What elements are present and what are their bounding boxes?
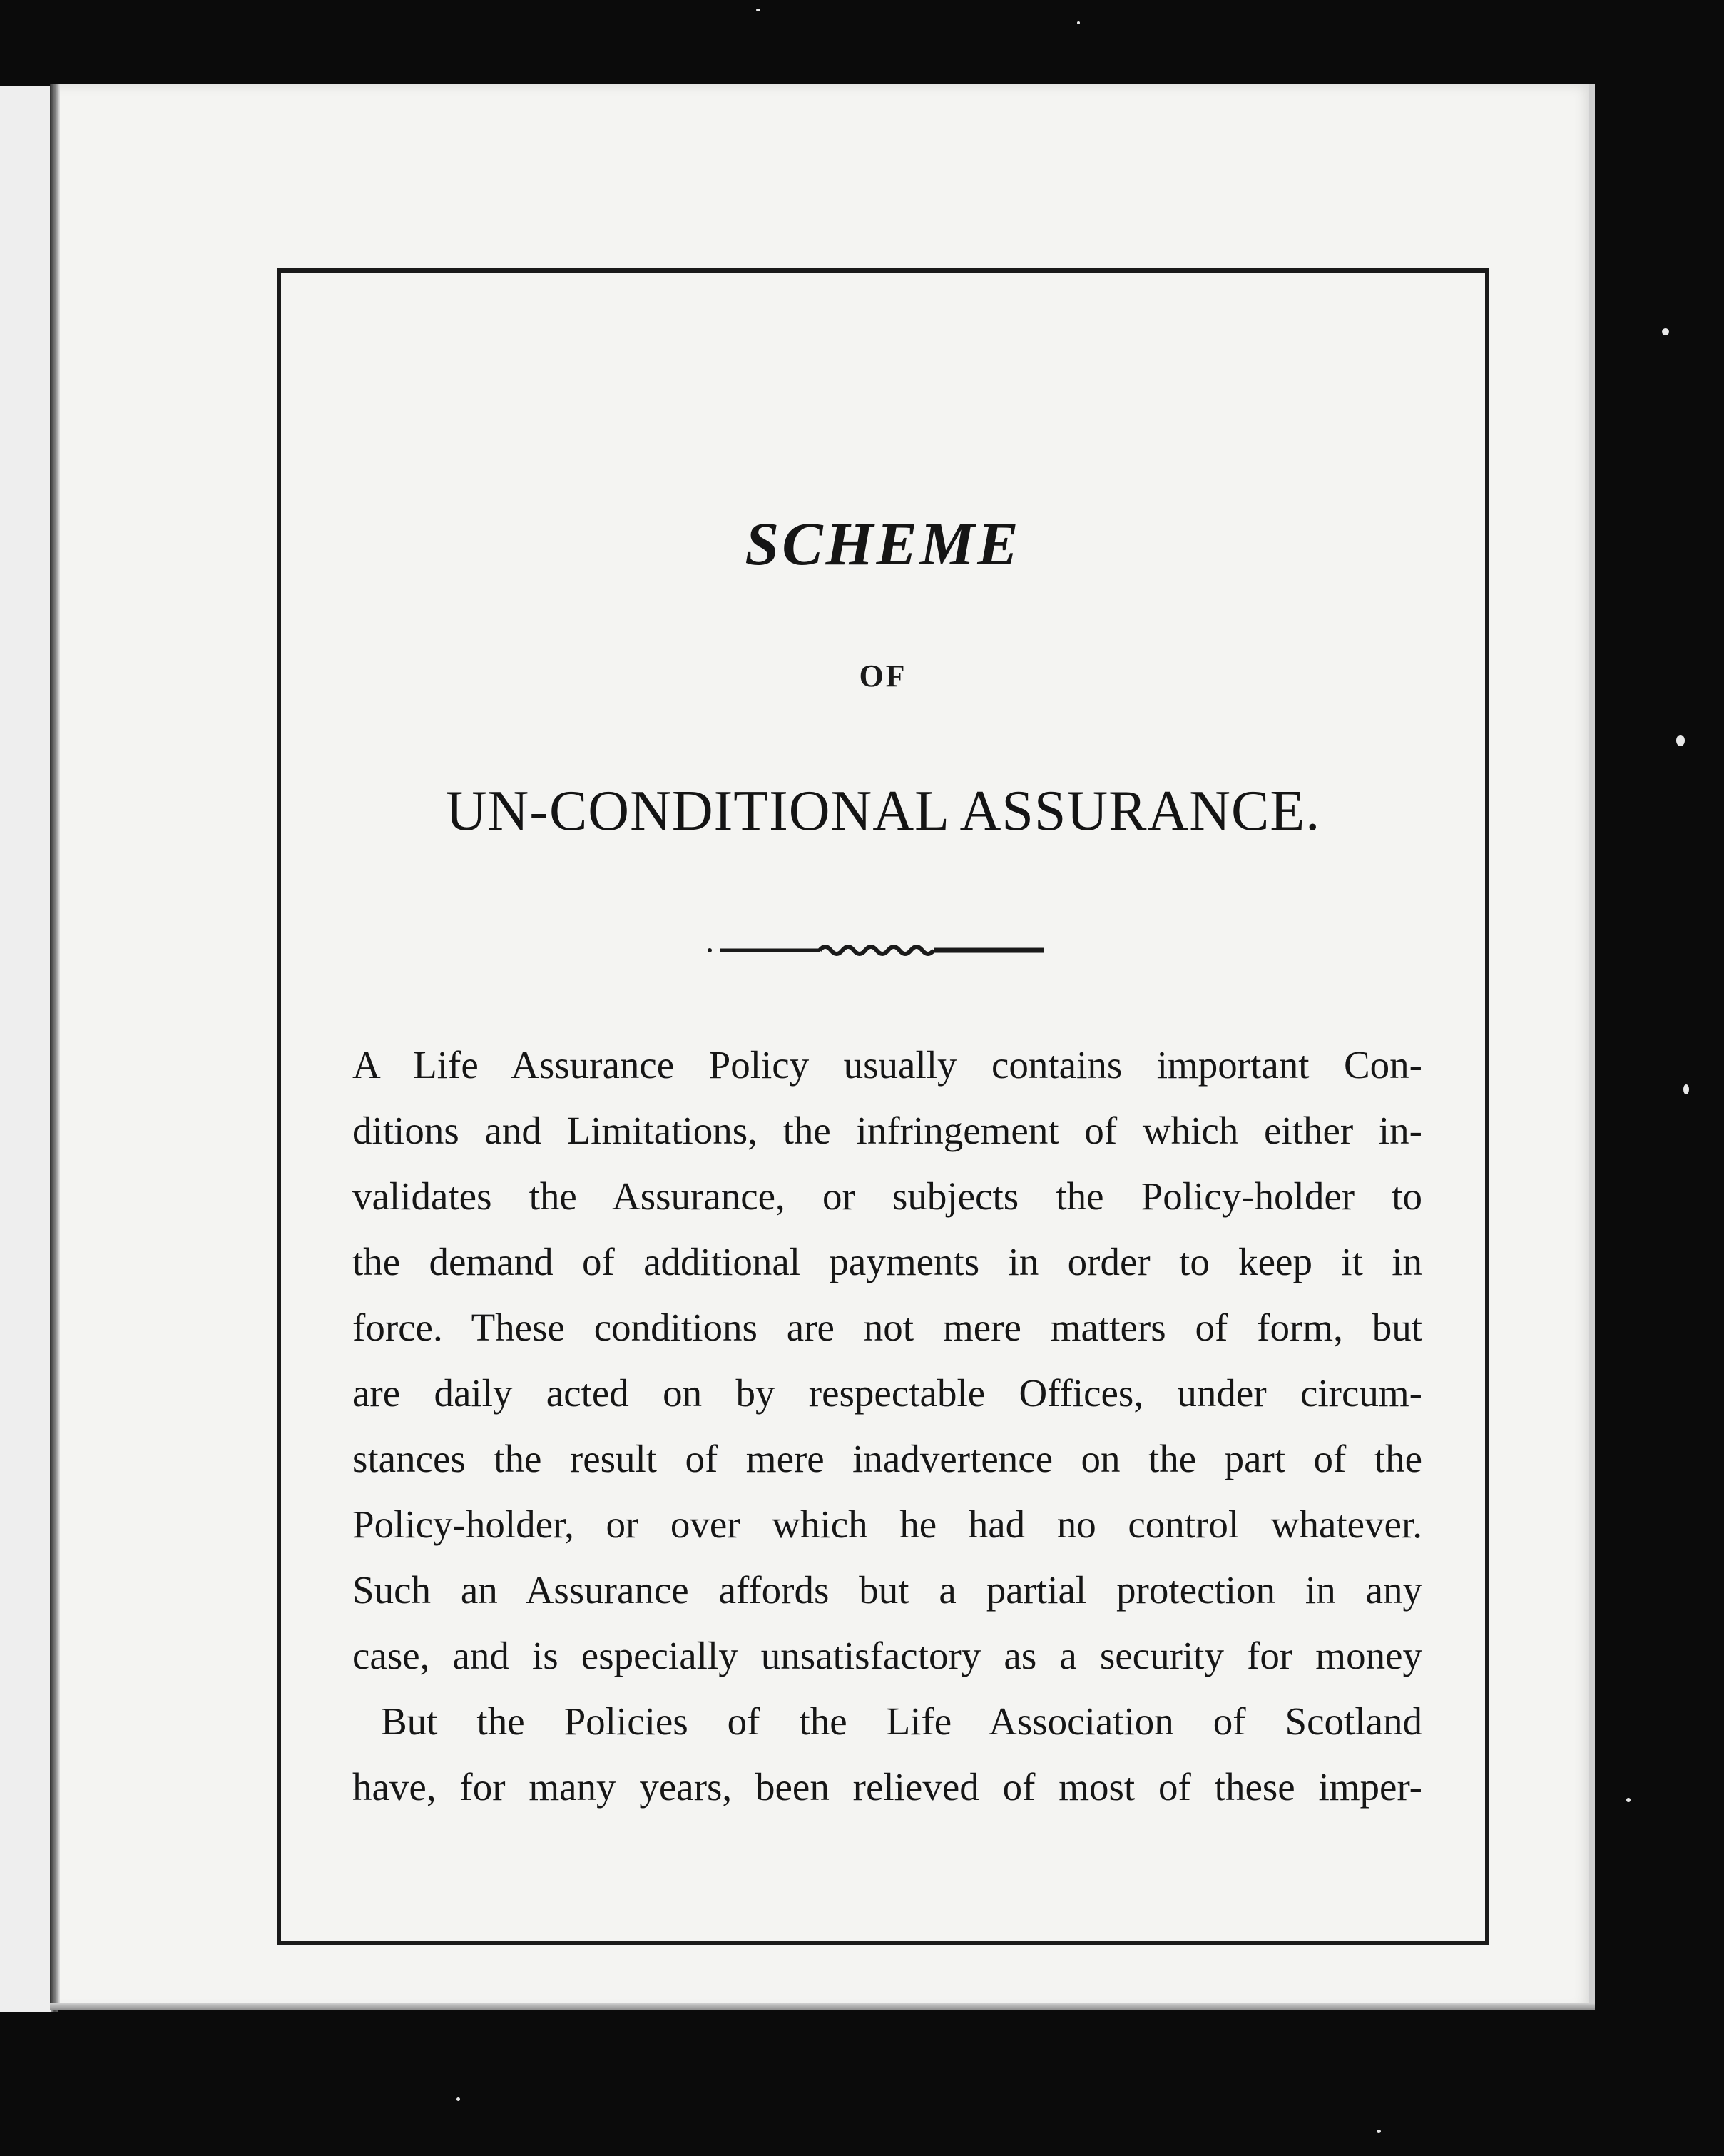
- dust-speck: [456, 2097, 460, 2101]
- dust-speck: [756, 9, 760, 11]
- paragraph-line: the demand of additional payments in order to keep it in: [352, 1240, 1422, 1283]
- paragraph-line: ditions and Limitations, the infringement of which either in-: [352, 1109, 1422, 1152]
- dust-speck: [1683, 1084, 1689, 1094]
- paragraph-line: Such an Assurance affords but a partial protection in any: [352, 1568, 1422, 1612]
- paragraph-line: Policy-holder, or over which he had no control whatever.: [352, 1502, 1422, 1546]
- page-edge-right: [1589, 84, 1595, 2010]
- page-gutter: [50, 84, 60, 2010]
- paragraph-line: validates the Assurance, or subjects the Policy-holder to: [352, 1174, 1422, 1218]
- document-subtitle: UN-CONDITIONAL ASSURANCE.: [445, 780, 1321, 843]
- dust-speck: [1662, 328, 1669, 335]
- border-frame: [277, 268, 1489, 1945]
- dust-speck: [1377, 2130, 1381, 2133]
- paragraph-line: force. These conditions are not mere matters of form, but: [352, 1306, 1422, 1349]
- paragraph-2: [352, 1689, 1422, 1820]
- book-page: [50, 84, 1595, 2010]
- paragraph-1: [352, 1032, 1422, 1689]
- dust-speck: [1626, 1798, 1631, 1802]
- paragraph-line: stances the result of mere inadvertence on the part of the: [352, 1437, 1422, 1480]
- paragraph-line: A Life Assurance Policy usually contains important Con-: [352, 1043, 1422, 1087]
- title-connector: OF: [859, 659, 907, 693]
- paragraph-line: have, for many years, been relieved of most of these imper-: [352, 1765, 1422, 1809]
- ornamental-rule: [705, 936, 1048, 965]
- document-title: SCHEME: [745, 509, 1021, 578]
- page-edge-bottom: [50, 2003, 1595, 2010]
- paragraph-line: are daily acted on by respectable Offices, under circum-: [352, 1371, 1422, 1415]
- dust-speck: [1676, 735, 1685, 746]
- paragraph-line: But the Policies of the Life Association of Scotland: [381, 1699, 1422, 1743]
- paragraph-line: case, and is especially unsatisfactory as a security for money: [352, 1634, 1422, 1677]
- dust-speck: [1077, 21, 1080, 24]
